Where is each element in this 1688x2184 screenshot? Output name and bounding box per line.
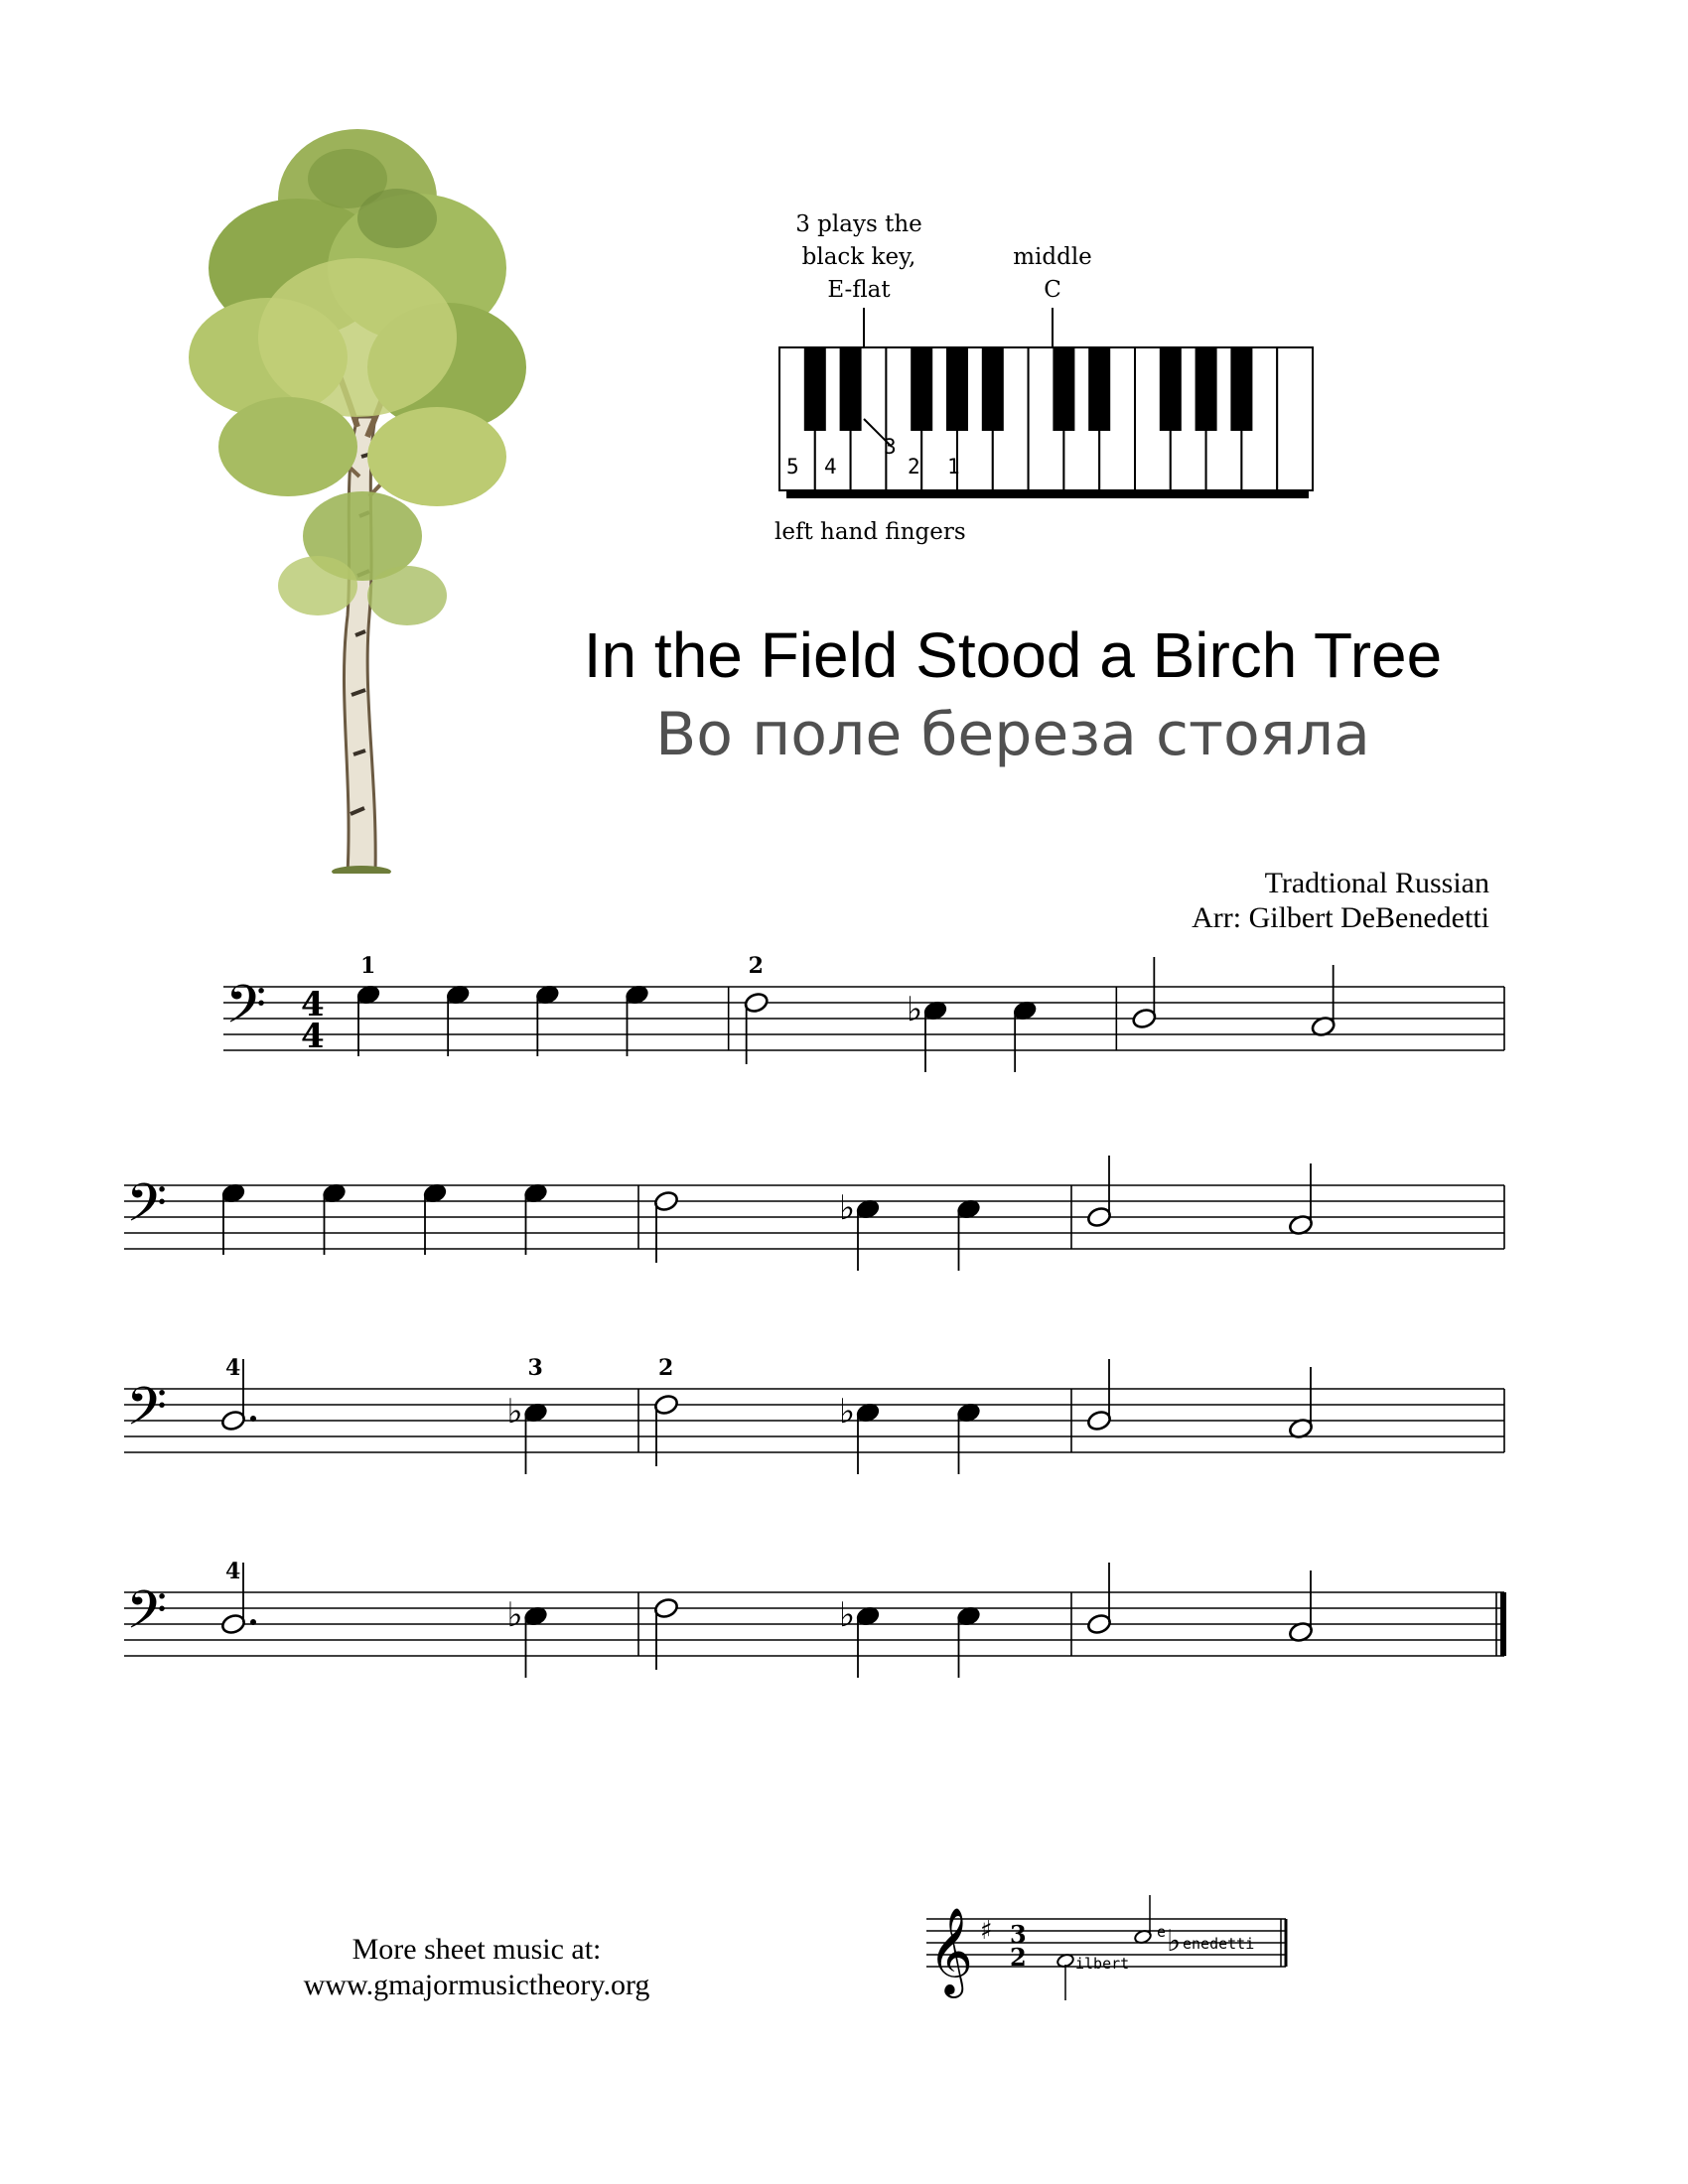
augmentation-dot [250, 1619, 256, 1625]
signature-text-enedetti: enedetti [1183, 1935, 1255, 1953]
tree-foliage [189, 129, 526, 625]
birch-tree-illustration [149, 119, 566, 874]
finger-label-2: 2 [908, 455, 920, 478]
signature-text-e: e [1157, 1923, 1167, 1941]
signature-text-ilbert: ilbert [1075, 1955, 1130, 1973]
black-key [1160, 347, 1182, 431]
signature-flat-icon: ♭ [1167, 1924, 1182, 1959]
bass-clef-icon: 𝄢 [225, 975, 267, 1048]
black-key [1088, 347, 1110, 431]
page-title: In the Field Stood a Birch Tree [583, 619, 1443, 691]
flat-icon: ♭ [839, 1392, 856, 1432]
flat-icon: ♭ [506, 1392, 523, 1432]
piano-keyboard [774, 199, 1331, 566]
fingering-number: 3 [527, 1355, 543, 1381]
signature-time-top: 3 [1010, 1920, 1027, 1949]
credits [1192, 866, 1489, 935]
keyboard-fingering-diagram [774, 199, 1331, 566]
final-barline-thick [1500, 1592, 1506, 1656]
bass-clef-icon: 𝄢 [126, 1173, 168, 1247]
fingering-number: 2 [658, 1355, 674, 1381]
staff-system-1 [0, 933, 1688, 1122]
page-subtitle-russian: Во поле береза стояла [655, 700, 1370, 769]
time-signature-digit: 4 [301, 985, 325, 1024]
finger-label-3: 3 [884, 435, 897, 459]
arranger-credit: Arr: Gilbert DeBenedetti [1192, 901, 1489, 934]
footer-website-link[interactable]: www.gmajormusictheory.org [303, 1969, 650, 2001]
white-key [1277, 347, 1313, 490]
black-key [946, 347, 968, 431]
time-signature-digit: 4 [301, 1017, 325, 1056]
middle-c-label-line: C [1044, 277, 1061, 303]
black-key [1196, 347, 1217, 431]
black-key-label-line: E-flat [827, 277, 891, 303]
staff-system-2 [0, 1132, 1688, 1320]
finger-label-5: 5 [786, 455, 799, 478]
fingering-number: 1 [360, 953, 376, 979]
footer-credit [268, 1932, 685, 2003]
flat-icon: ♭ [839, 1595, 856, 1635]
composer-credit: Tradtional Russian [1264, 867, 1489, 899]
black-key [804, 347, 826, 431]
black-key [911, 347, 932, 431]
black-key [982, 347, 1004, 431]
fingering-number: 4 [225, 1559, 241, 1584]
signature-logo [918, 1881, 1316, 2020]
tree-ground [332, 866, 391, 874]
treble-clef-icon: 𝄞 [928, 1906, 973, 1994]
flat-icon: ♭ [839, 1188, 856, 1228]
black-key-label-line: 3 plays the [795, 211, 922, 237]
bass-clef-icon: 𝄢 [126, 1580, 168, 1654]
black-key-label-line: black key, [801, 244, 916, 270]
finger-label-1: 1 [947, 455, 960, 478]
left-hand-caption: left hand fingers [774, 519, 966, 545]
sharp-icon: ♯ [980, 1916, 993, 1946]
staff-system-3 [0, 1335, 1688, 1524]
finger-label-4: 4 [824, 455, 837, 478]
black-key [1053, 347, 1074, 431]
fingering-number: 4 [225, 1355, 241, 1381]
staff-system-4 [0, 1539, 1688, 1727]
footer-line-1: More sheet music at: [352, 1933, 602, 1966]
black-key [1230, 347, 1252, 431]
bass-clef-icon: 𝄢 [126, 1377, 168, 1450]
middle-c-label-line: middle [1013, 244, 1092, 270]
flat-icon: ♭ [506, 1595, 523, 1635]
flat-icon: ♭ [907, 990, 923, 1029]
fingering-number: 2 [748, 953, 764, 979]
signature-time-bottom: 2 [1010, 1943, 1027, 1972]
augmentation-dot [250, 1416, 256, 1422]
black-key [840, 347, 862, 431]
